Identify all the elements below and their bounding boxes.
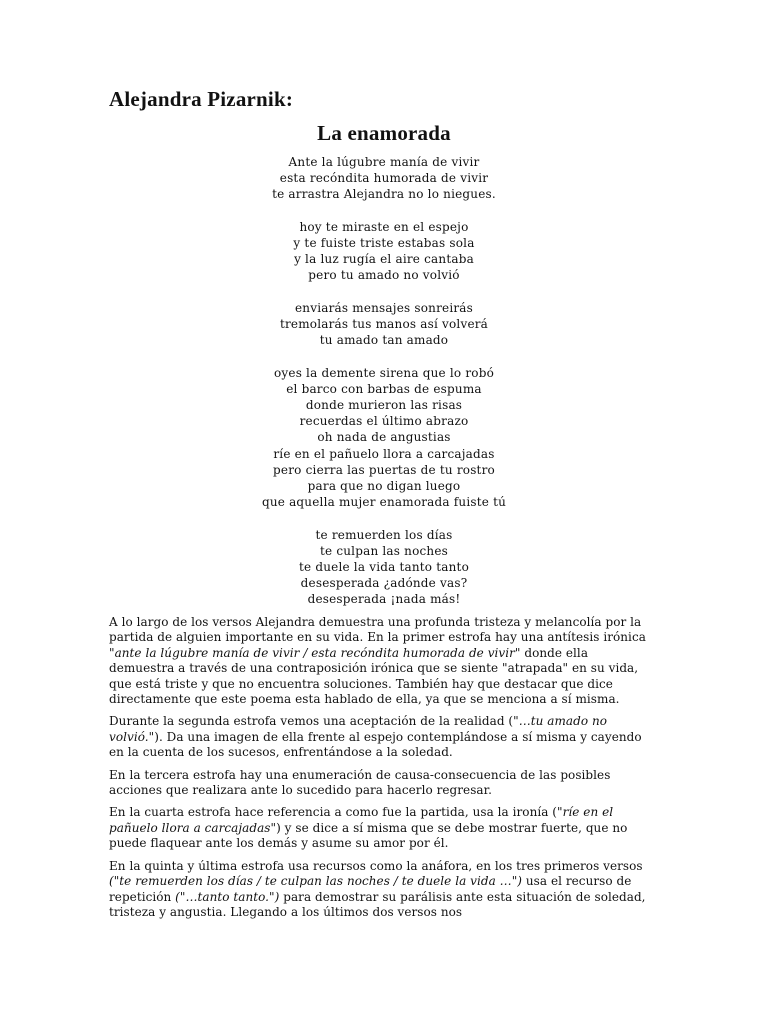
poem-title: La enamorada bbox=[317, 121, 451, 145]
poem-line: oh nada de angustias bbox=[317, 430, 451, 445]
paragraph-text: Durante la segunda estrofa vemos una aceptación de la realidad (" bbox=[109, 714, 519, 729]
paragraph-text: En la tercera estrofa hay una enumeración de causa-consecuencia de las posibles acciones que realizara ante lo sucedido para hacerlo regresar. bbox=[109, 767, 611, 798]
poem-line: y te fuiste triste estabas sola bbox=[293, 236, 475, 250]
paragraph-text: ") y se dice a sí misma que se debe mostrar fuerte, que no puede flaquear ante los demás y asume su amor por él. bbox=[109, 820, 628, 851]
poem-line: ríe en el pañuelo llora a carcajadas bbox=[273, 446, 495, 461]
poem-line: pero tu amado no volvió bbox=[308, 268, 460, 283]
poem-line: para que no digan luego bbox=[307, 479, 461, 494]
poem-line: y la luz rugía el aire cantaba bbox=[294, 252, 474, 267]
quoted-verse: ante la lúgubre manía de vivir / esta recóndita humorada de vivir bbox=[114, 645, 515, 660]
author-heading: Alejandra Pizarnik: bbox=[109, 87, 294, 111]
poem-line: tu amado tan amado bbox=[319, 333, 449, 348]
analysis-paragraph bbox=[109, 714, 655, 760]
paragraph-text: En la cuarta estrofa hace referencia a como fue la partida, usa la ironía (" bbox=[109, 805, 563, 820]
analysis-text bbox=[109, 615, 655, 927]
poem-stanza bbox=[0, 219, 768, 284]
poem-line: recuerdas el último abrazo bbox=[299, 414, 469, 429]
poem-stanza bbox=[0, 527, 768, 608]
poem-line: el barco con barbas de espuma bbox=[286, 381, 482, 396]
poem-stanza bbox=[0, 300, 768, 349]
quoted-verse: ("te remuerden los días / te culpan las noches / te duele la vida …") bbox=[109, 874, 523, 889]
poem-stanza bbox=[0, 154, 768, 203]
analysis-paragraph bbox=[109, 615, 655, 707]
paragraph-text: "). Da una imagen de ella frente al espejo contemplándose a sí misma y cayendo en la cuenta de los sucesos, enfrentándose a la soledad. bbox=[109, 729, 642, 760]
poem-line: desesperada ¿adónde vas? bbox=[300, 576, 468, 591]
poem-line: te duele la vida tanto tanto bbox=[299, 560, 469, 575]
poem-stanza bbox=[0, 365, 768, 511]
poem-line: pero cierra las puertas de tu rostro bbox=[273, 462, 495, 477]
poem-line: hoy te miraste en el espejo bbox=[299, 219, 469, 234]
poem-line: donde murieron las risas bbox=[305, 398, 463, 412]
poem-line: te arrastra Alejandra no lo niegues. bbox=[272, 187, 496, 202]
poem-line: te remuerden los días bbox=[315, 527, 453, 542]
quoted-verse: ("…tanto tanto.") bbox=[175, 889, 280, 904]
poem-line: oyes la demente sirena que lo robó bbox=[273, 365, 495, 380]
analysis-paragraph bbox=[109, 859, 655, 921]
paragraph-text: " donde ella demuestra a través de una contraposición irónica que se siente "atrapada" en su vida, que está triste y que no encuentra soluciones. También hay que destacar que dice directamente que este poema esta hablado de ella, ya que se menciona a sí misma. bbox=[109, 645, 639, 707]
paragraph-text: En la quinta y última estrofa usa recursos como la anáfora, en los tres primeros versos bbox=[109, 858, 643, 873]
paragraph-text: usa el recurso de repetición bbox=[109, 874, 632, 904]
paragraph-text: para demostrar su parálisis ante esta situación de soledad, tristeza y angustia. Llegando a los últimos dos versos nos bbox=[109, 889, 646, 919]
poem-line: enviarás mensajes sonreirás bbox=[294, 300, 474, 315]
quoted-verse: …tu amado no volvió. bbox=[109, 714, 608, 744]
analysis-paragraph bbox=[109, 805, 655, 851]
poem bbox=[0, 154, 768, 624]
poem-line: te culpan las noches bbox=[319, 543, 449, 558]
paragraph-text: A lo largo de los versos Alejandra demuestra una profunda tristeza y melancolía por la partida de alguien importante en su vida. En la primer estrofa hay una antítesis irónica " bbox=[109, 615, 646, 660]
quoted-verse: ríe en el pañuelo llora a carcajadas bbox=[109, 805, 614, 835]
poem-line: desesperada ¡nada más! bbox=[307, 592, 461, 607]
poem-line: Ante la lúgubre manía de vivir bbox=[288, 155, 480, 169]
poem-line: tremolarás tus manos así volverá bbox=[279, 317, 489, 331]
analysis-paragraph bbox=[109, 768, 655, 799]
poem-line: que aquella mujer enamorada fuiste tú bbox=[261, 495, 507, 510]
poem-line: esta recóndita humorada de vivir bbox=[279, 171, 489, 186]
